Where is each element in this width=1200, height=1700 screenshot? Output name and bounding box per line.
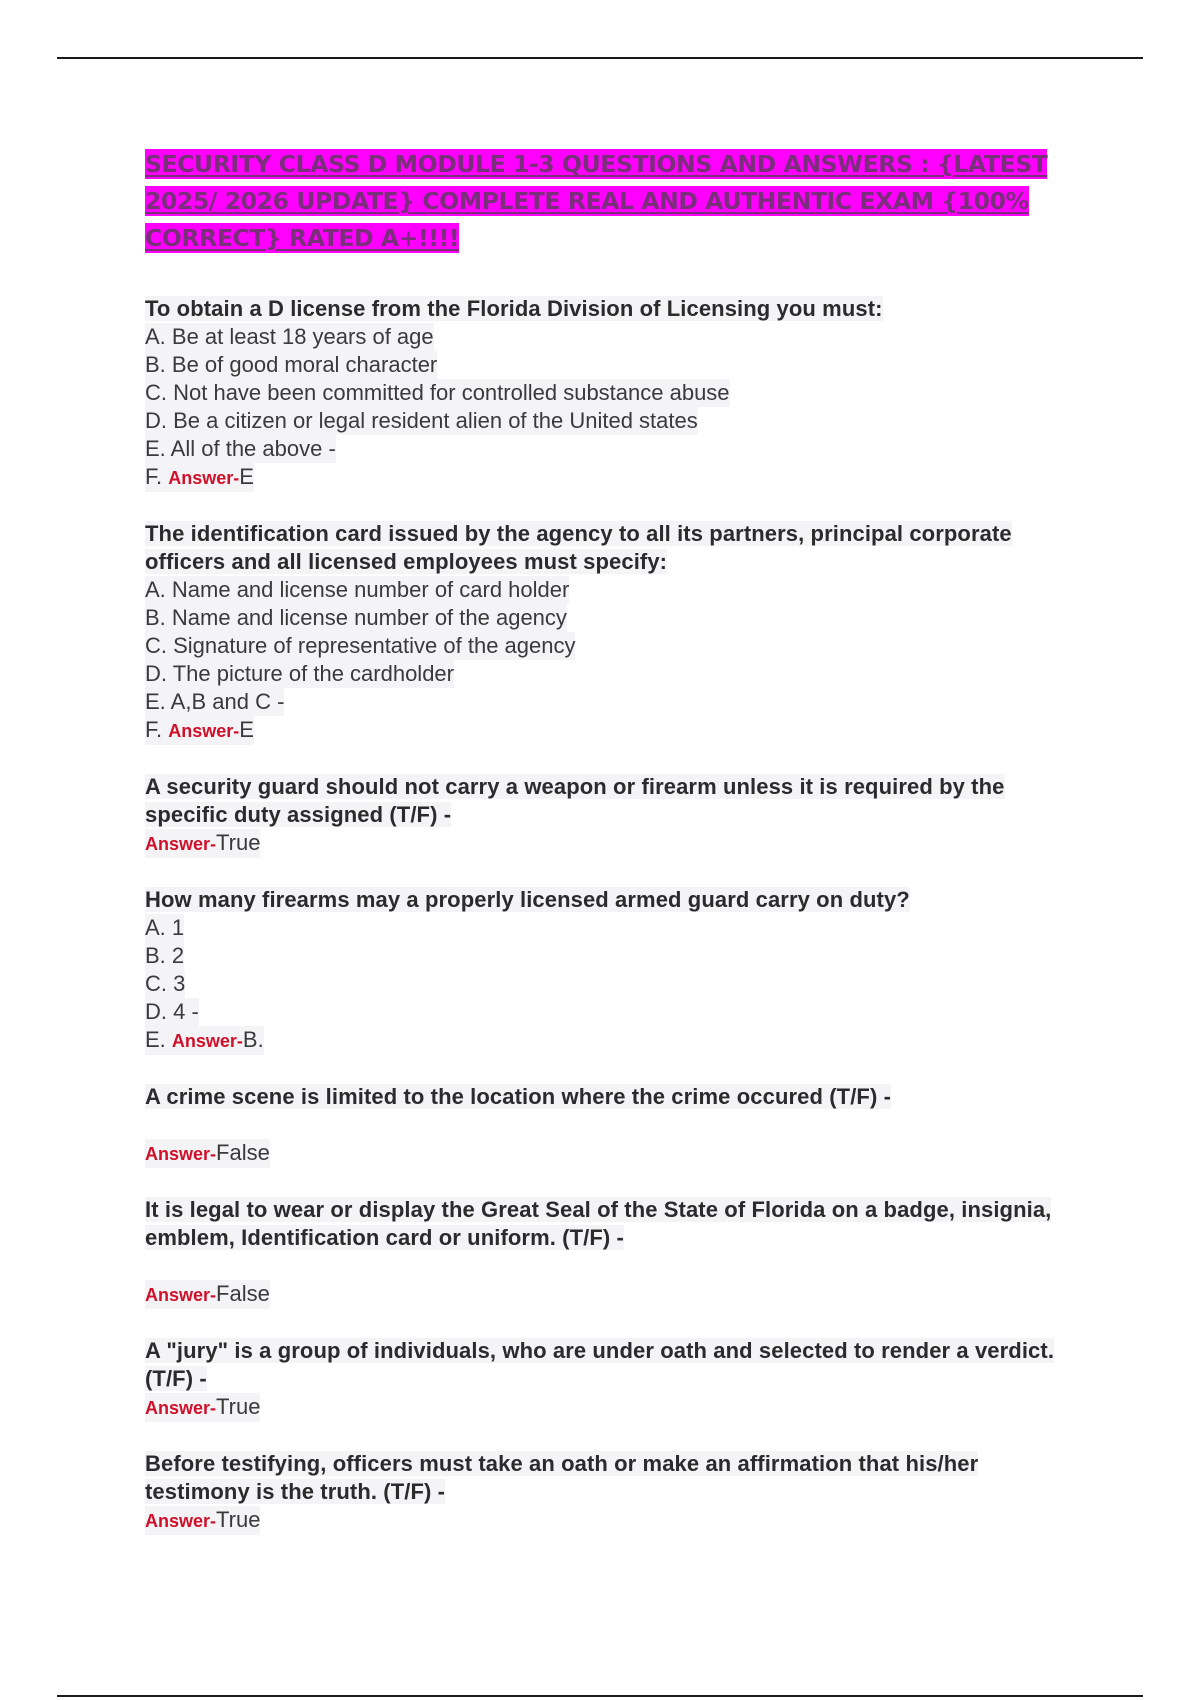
option-d: D. 4 - bbox=[145, 999, 199, 1024]
answer-label: Answer- bbox=[145, 1144, 217, 1164]
option-d: D. Be a citizen or legal resident alien of the United states bbox=[145, 408, 698, 433]
option-b: B. 2 bbox=[145, 943, 185, 968]
option-e: E. A,B and C - bbox=[145, 689, 285, 714]
question-text: The identification card issued by the agency to all its partners, principal corporate officers and all licensed employees must specify: bbox=[145, 521, 1012, 574]
answer-row bbox=[145, 1139, 1085, 1168]
answer-label: Answer- bbox=[145, 1511, 217, 1531]
answer-label: Answer- bbox=[171, 1031, 243, 1051]
answer-label: Answer- bbox=[145, 834, 217, 854]
option-a: A. Be at least 18 years of age bbox=[145, 324, 434, 349]
option-c: C. Not have been committed for controlled substance abuse bbox=[145, 380, 730, 405]
question-text: A "jury" is a group of individuals, who are under oath and selected to render a verdict. (T/F) - bbox=[145, 1338, 1055, 1391]
answer-value: False bbox=[216, 1140, 270, 1165]
footer-rule bbox=[57, 1695, 1143, 1697]
spacer bbox=[145, 1111, 1085, 1139]
question-block bbox=[145, 773, 1085, 858]
answer-row bbox=[145, 1026, 1085, 1055]
answer-value: True bbox=[216, 1394, 261, 1419]
answer-prefix: F. bbox=[145, 464, 169, 489]
option-e: E. All of the above - bbox=[145, 436, 336, 461]
answer-row bbox=[145, 1506, 1085, 1535]
question-text: How many firearms may a properly licensed armed guard carry on duty? bbox=[145, 887, 910, 912]
answer-row bbox=[145, 829, 1085, 858]
question-block bbox=[145, 295, 1085, 492]
answer-value: E bbox=[239, 464, 254, 489]
option-c: C. Signature of representative of the agency bbox=[145, 633, 576, 658]
question-text: To obtain a D license from the Florida Division of Licensing you must: bbox=[145, 296, 883, 321]
answer-value: True bbox=[216, 1507, 261, 1532]
answer-row bbox=[145, 1280, 1085, 1309]
document-body bbox=[145, 146, 1085, 1535]
answer-row bbox=[145, 716, 1085, 745]
question-text: Before testifying, officers must take an oath or make an affirmation that his/her testimony is the truth. (T/F) - bbox=[145, 1451, 979, 1504]
answer-value: False bbox=[216, 1281, 270, 1306]
option-a: A. 1 bbox=[145, 915, 185, 940]
option-d: D. The picture of the cardholder bbox=[145, 661, 454, 686]
question-block bbox=[145, 1450, 1085, 1535]
answer-label: Answer- bbox=[168, 721, 240, 741]
answer-value: E bbox=[239, 717, 254, 742]
spacer bbox=[145, 1252, 1085, 1280]
page-title: SECURITY CLASS D MODULE 1-3 QUESTIONS AND ANSWERS : {LATEST 2025/ 2026 UPDATE} COMPLETE REAL AND AUTHENTIC EXAM {100% CORRECT} RATED A+!!!! bbox=[145, 150, 1048, 252]
answer-value: True bbox=[216, 830, 261, 855]
question-block bbox=[145, 1196, 1085, 1309]
answer-label: Answer- bbox=[145, 1398, 217, 1418]
answer-prefix: F. bbox=[145, 717, 169, 742]
answer-label: Answer- bbox=[145, 1285, 217, 1305]
option-a: A. Name and license number of card holder bbox=[145, 577, 570, 602]
header-rule bbox=[57, 57, 1143, 59]
answer-row bbox=[145, 1393, 1085, 1422]
question-text: A security guard should not carry a weapon or firearm unless it is required by the specific duty assigned (T/F) - bbox=[145, 774, 1005, 827]
answer-row bbox=[145, 463, 1085, 492]
answer-value: B. bbox=[242, 1027, 264, 1052]
question-block bbox=[145, 520, 1085, 745]
question-text: It is legal to wear or display the Great Seal of the State of Florida on a badge, insignia, emblem, Identification card or uniform. (T/F) - bbox=[145, 1197, 1052, 1250]
question-block bbox=[145, 1083, 1085, 1168]
question-block bbox=[145, 886, 1085, 1055]
option-b: B. Name and license number of the agency bbox=[145, 605, 567, 630]
option-b: B. Be of good moral character bbox=[145, 352, 438, 377]
answer-label: Answer- bbox=[168, 468, 240, 488]
question-text: A crime scene is limited to the location where the crime occured (T/F) - bbox=[145, 1084, 892, 1109]
answer-prefix: E. bbox=[145, 1027, 172, 1052]
option-c: C. 3 bbox=[145, 971, 186, 996]
question-block bbox=[145, 1337, 1085, 1422]
